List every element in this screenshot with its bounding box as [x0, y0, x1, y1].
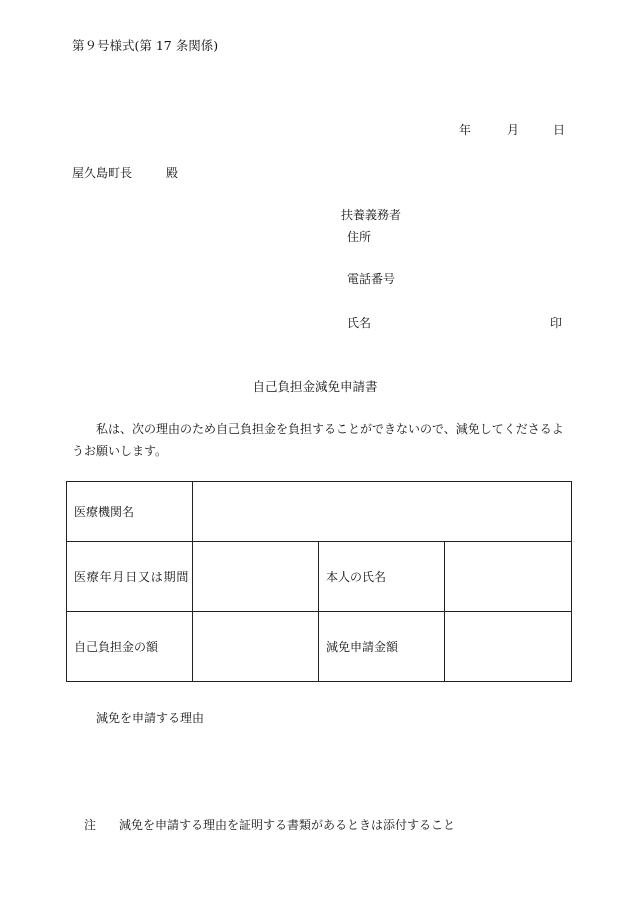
medical-date-label: 医療年月日又は期間 [67, 542, 193, 612]
application-table [66, 481, 572, 682]
reason-label: 減免を申請する理由 [96, 711, 205, 725]
table-row [67, 482, 572, 542]
medical-date-field[interactable] [193, 542, 319, 612]
note-label: 注 [84, 818, 97, 832]
medical-institution-field[interactable] [193, 482, 572, 542]
date-year-label: 年 [459, 123, 472, 137]
table-row [67, 612, 572, 682]
reduction-amount-field[interactable] [445, 612, 572, 682]
recipient-line [72, 164, 178, 181]
note-text: 減免を申請する理由を証明する書類があるときは添付すること [119, 818, 456, 832]
form-number: 第９号様式(第 17 条関係) [72, 38, 219, 53]
patient-name-field[interactable] [445, 542, 572, 612]
self-pay-amount-label: 自己負担金の額 [67, 612, 193, 682]
seal-mark: 印 [550, 316, 563, 330]
reduction-amount-label: 減免申請金額 [319, 612, 445, 682]
date-day-label: 日 [553, 123, 566, 137]
medical-institution-label: 医療機関名 [67, 482, 193, 542]
table-row [67, 542, 572, 612]
self-pay-amount-field[interactable] [193, 612, 319, 682]
applicant-heading: 扶養義務者 [341, 208, 402, 222]
applicant-name-label: 氏名 [347, 316, 372, 330]
recipient-name: 屋久島町長 [72, 166, 133, 180]
recipient-honorific: 殿 [166, 166, 179, 180]
date-month-label: 月 [507, 123, 520, 137]
document-title: 自己負担金減免申請書 [252, 379, 378, 394]
patient-name-label: 本人の氏名 [319, 542, 445, 612]
request-statement: 私は、次の理由のため自己負担金を負担することができないので、減免してくださるようお願いします。 [72, 422, 564, 458]
applicant-phone-label: 電話番号 [347, 272, 396, 286]
applicant-address-label: 住所 [347, 230, 372, 244]
